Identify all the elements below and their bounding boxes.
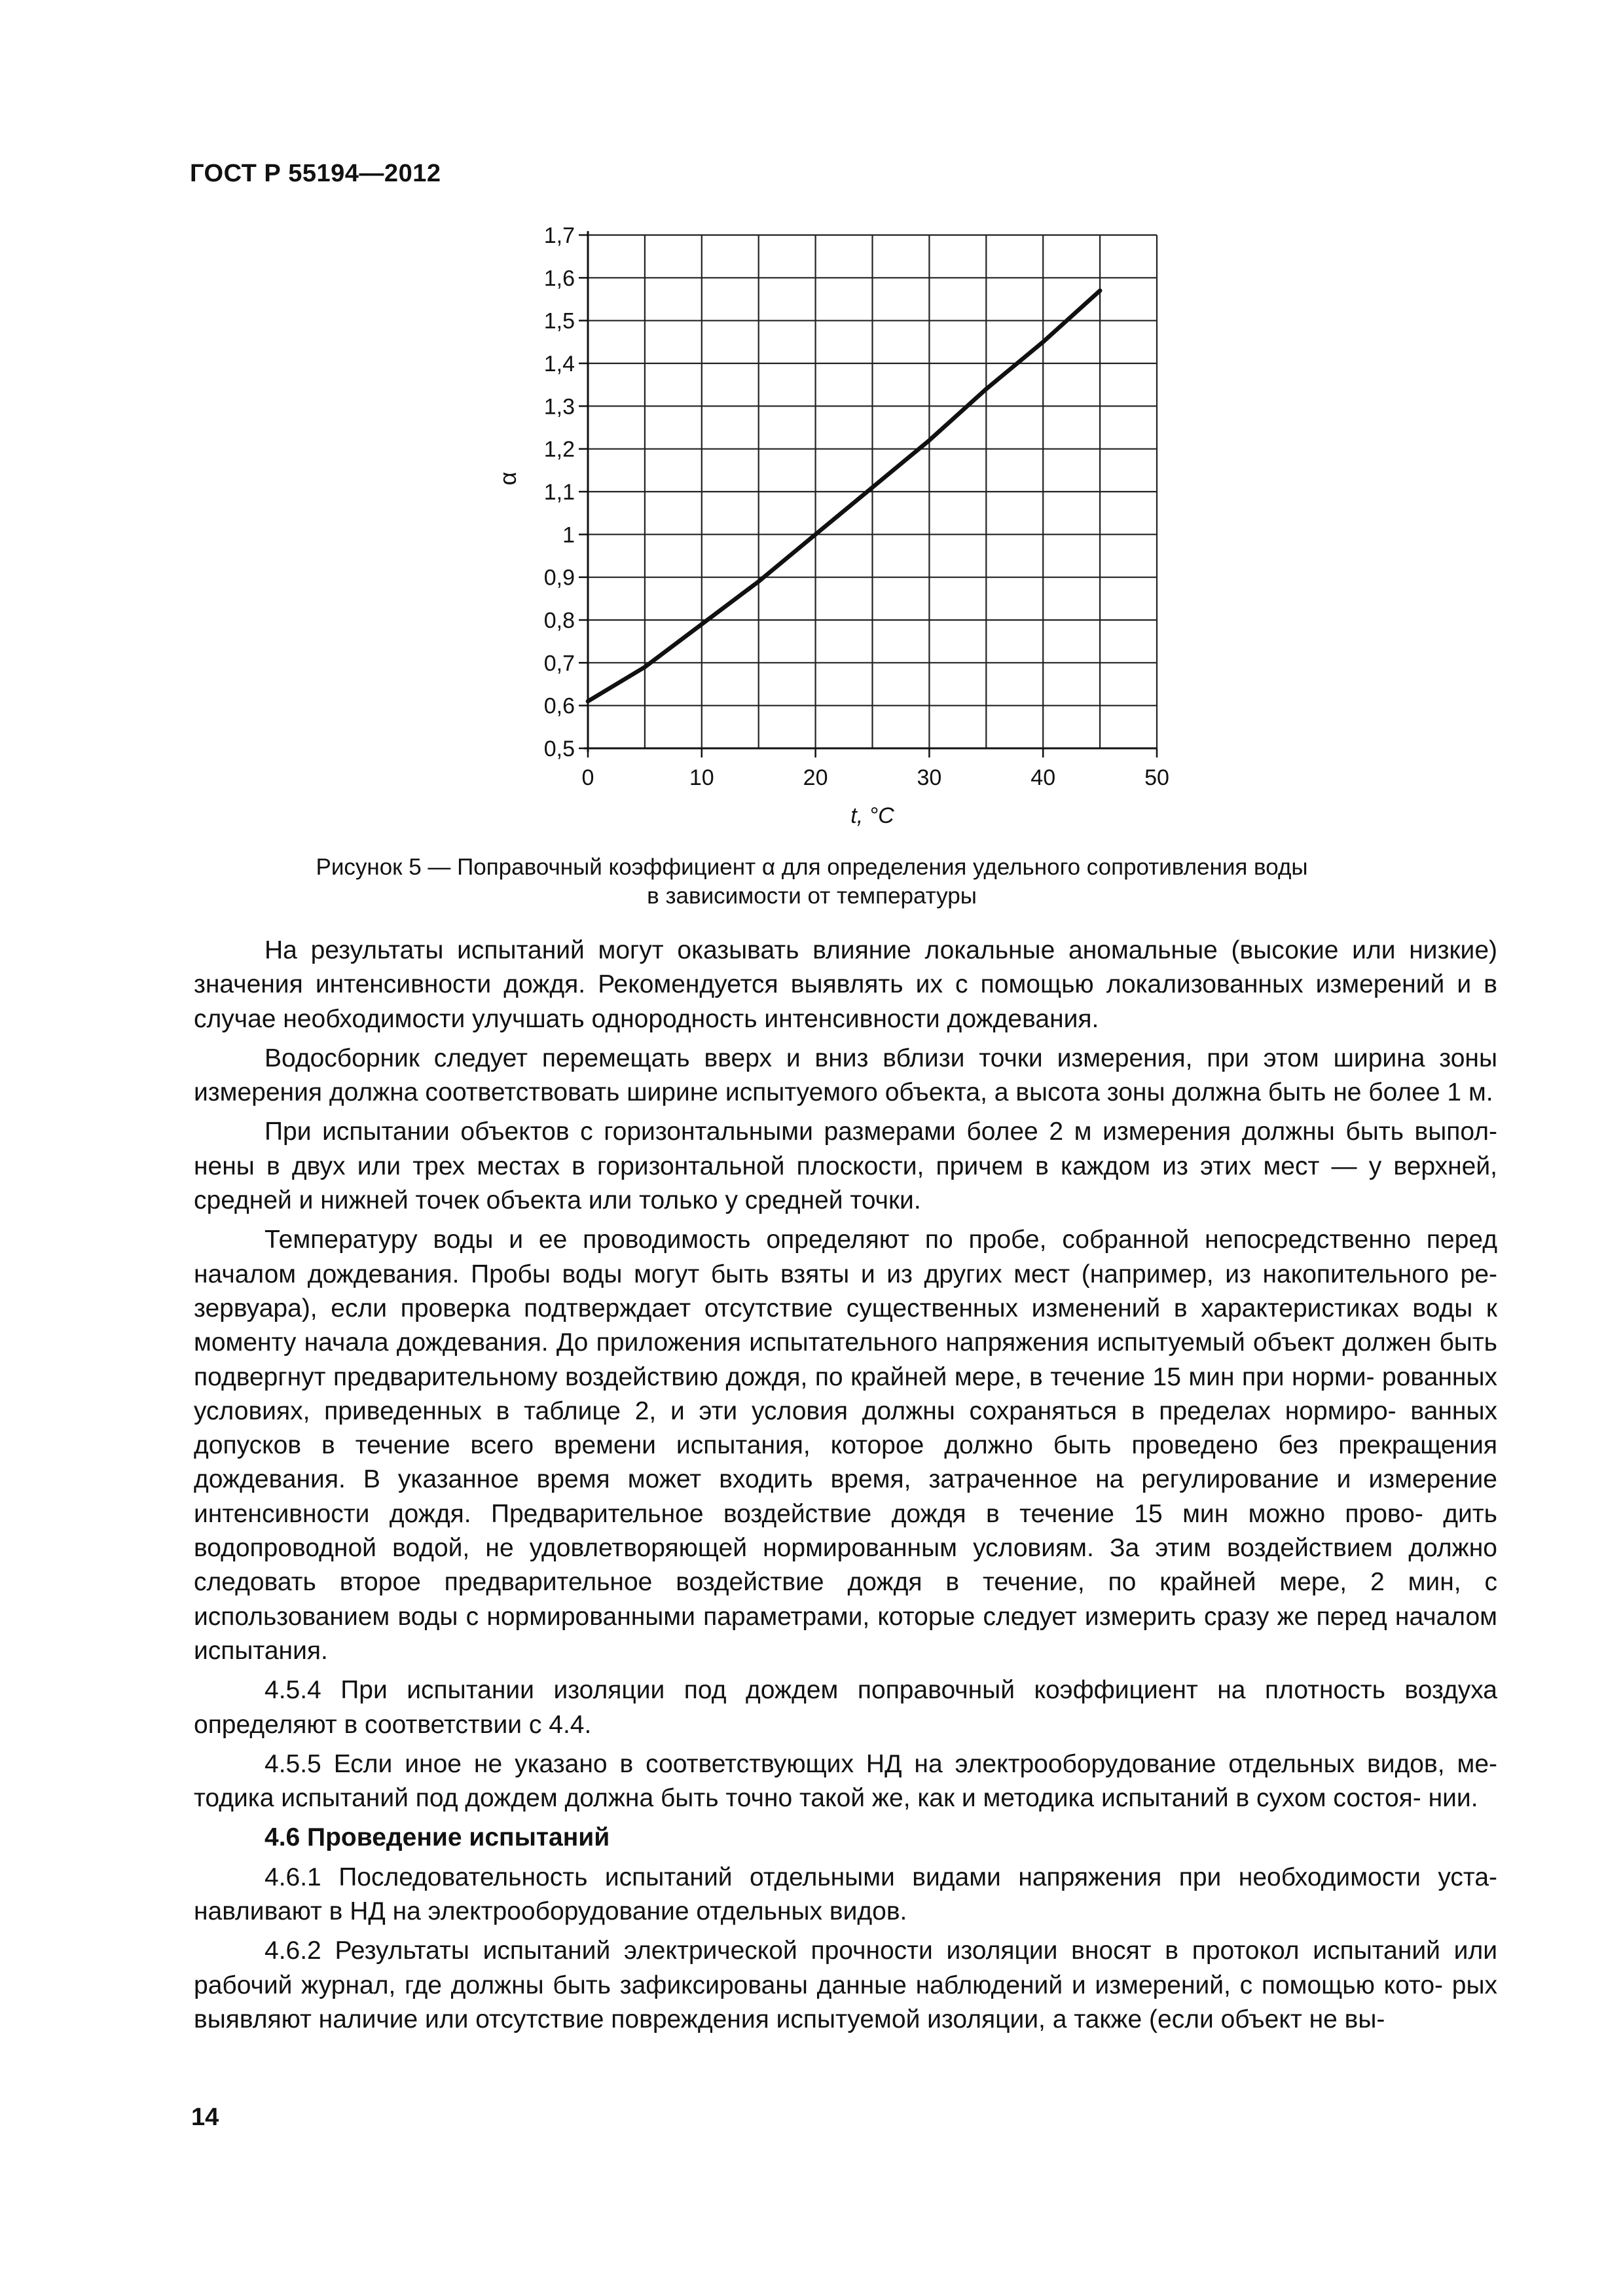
paragraph-line: нии.	[1428, 1784, 1478, 1813]
alpha-curve-point	[984, 387, 988, 391]
alpha-curve-point	[643, 665, 647, 669]
x-tick-label: 20	[803, 765, 828, 790]
y-tick-label: 1,7	[543, 223, 575, 248]
chart-y-axis-label: α	[494, 471, 521, 486]
y-tick-label: 0,5	[543, 737, 575, 761]
chart-x-axis-label: t, °C	[850, 803, 894, 828]
alpha-curve-point	[813, 532, 817, 536]
paragraph-line: рованных условиях, приведенных в таблице 2, и эти условия должны сохраняться в пределах нормиро-	[194, 1362, 1497, 1425]
paragraph-line: 4.6.1 Последовательность испытаний отдельными видами напряжения при необходимости уста-	[264, 1863, 1497, 1891]
paragraph-line: должно следовать второе предварительное воздействие дождя в течение, по крайней мере, 2 мин, с	[194, 1534, 1497, 1597]
x-tick-label: 40	[1030, 765, 1056, 790]
x-tick-label: 10	[689, 765, 714, 790]
y-tick-label: 0,6	[543, 693, 575, 719]
chart-series	[586, 289, 1103, 704]
paragraph-line: 4.6.2 Результаты испытаний электрической прочности изоляции вносят в протокол испытаний или	[264, 1937, 1497, 1965]
paragraph-line: рабочий журнал, где должны быть зафиксированы данные наблюдений и измерений, с помощью кото-	[194, 1971, 1444, 1999]
alpha-curve-point	[1098, 289, 1102, 293]
alpha-curve-point	[757, 579, 761, 583]
paragraph-line: 1 м.	[1447, 1078, 1493, 1107]
paragraph-line: 4.6 Проведение испытаний	[264, 1823, 610, 1852]
alpha-vs-temperature-chart	[0, 0, 1623, 851]
x-tick-label: 0	[581, 765, 594, 790]
page-number: 14	[191, 2104, 219, 2131]
paragraph-line: тодика испытаний под дождем должна быть точно такой же, как и методика испытаний в сухом состоя-	[194, 1784, 1421, 1813]
body-paragraph	[194, 1861, 1497, 1929]
y-tick-label: 0,8	[543, 608, 575, 633]
paragraph-line: использованием воды с нормированными параметрами, которые следует измерить сразу же перед	[194, 1602, 1387, 1631]
paragraph-line: началом дождевания. Пробы воды могут быть взяты и из других мест (например, из накопительного ре-	[194, 1260, 1497, 1288]
paragraph-line: ванных допусков в течение всего времени испытания, которое должно быть проведено без	[194, 1396, 1497, 1460]
body-paragraph	[194, 1934, 1497, 2037]
paragraph-line: быть подвергнут предварительному воздействию дождя, по крайней мере, в течение 15 мин при норми-	[194, 1328, 1497, 1391]
alpha-curve-point	[927, 438, 931, 442]
document-code-header: ГОСТ Р 55194—2012	[190, 160, 441, 187]
paragraph-line: случае необходимости улучшать однородность интенсивности дождевания.	[194, 1004, 1099, 1033]
alpha-curve-line	[588, 291, 1100, 701]
figure-caption	[196, 853, 1427, 911]
figure-caption-line-1: Рисунок 5 — Поправочный коэффициент α для определения удельного сопротивления воды	[316, 854, 1308, 880]
figure-caption-line-2: в зависимости от температуры	[647, 883, 977, 909]
y-tick-label: 0,7	[543, 651, 575, 676]
y-tick-label: 1,2	[543, 437, 575, 462]
paragraph-line: дить водопроводной водой, не удовлетворяющей нормированным условиям. За этим воздействием	[194, 1499, 1497, 1563]
paragraph-line: 4.5.4 При испытании изоляции под дождем поправочный коэффициент на плотность воздуха	[264, 1676, 1497, 1705]
chart-axes	[579, 231, 1157, 757]
body-paragraph	[194, 934, 1497, 1036]
paragraph-line: Водосборник следует перемещать вверх и вниз вблизи точки измерения, при этом ширина зоны	[264, 1044, 1497, 1072]
paragraph-line: нены в двух или трех местах в горизонтальной плоскости, причем в каждом из этих мест — у верхней,	[194, 1152, 1497, 1180]
paragraph-line: навливают в НД на электрооборудование отдельных видов.	[194, 1897, 907, 1926]
x-tick-label: 30	[917, 765, 942, 790]
y-tick-label: 1,5	[543, 308, 575, 334]
body-paragraph	[194, 1115, 1497, 1218]
y-tick-label: 1	[562, 522, 575, 548]
y-tick-label: 1,1	[543, 480, 575, 505]
paragraph-line: средней и нижней точек объекта или только у средней точки.	[194, 1186, 921, 1215]
y-tick-label: 1,6	[543, 266, 575, 291]
alpha-curve-point	[700, 622, 704, 626]
paragraph-line: Температуру воды и ее проводимость определяют по пробе, собранной непосредственно перед	[264, 1226, 1497, 1254]
y-tick-label: 0,9	[543, 565, 575, 591]
paragraph-line: определяют в соответствии с 4.4.	[194, 1710, 592, 1739]
document-body	[194, 934, 1497, 2042]
paragraph-line: зервуара), если проверка подтверждает отсутствие существенных изменений в характеристиках воды к	[194, 1294, 1497, 1322]
paragraph-line: значения интенсивности дождя. Рекомендуется выявлять их с помощью локализованных измерений и в	[194, 970, 1497, 999]
body-paragraph	[194, 1223, 1497, 1668]
y-tick-label: 1,4	[543, 352, 575, 376]
paragraph-line: моменту начала дождевания. До приложения испытательного напряжения испытуемый объект должен	[194, 1328, 1432, 1357]
alpha-curve-point	[870, 485, 874, 489]
body-paragraph	[194, 1673, 1497, 1742]
paragraph-line: При испытании объектов с горизонтальными размерами более 2 м измерения должны быть выпол-	[264, 1118, 1497, 1146]
paragraph-line: На результаты испытаний могут оказывать влияние локальные аномальные (высокие или низкие)	[264, 936, 1497, 964]
alpha-curve-point	[586, 699, 590, 703]
paragraph-line: 4.5.5 Если иное не указано в соответствующих НД на электрооборудование отдельных видов, ме-	[264, 1749, 1497, 1778]
paragraph-line: измерение интенсивности дождя. Предварительное воздействие дождя в течение 15 мин можно прово-	[194, 1465, 1497, 1528]
body-paragraph	[194, 1747, 1497, 1816]
paragraph-line: началом испытания.	[194, 1602, 1497, 1665]
paragraph-line: прекращения дождевания. В указанное время может входить время, затраченное на регулирование и	[194, 1431, 1497, 1494]
alpha-curve-point	[1041, 340, 1045, 344]
paragraph-line: рых выявляют наличие или отсутствие повреждения испытуемой изоляции, а также (если объект не вы-	[194, 1971, 1497, 2033]
paragraph-line: измерения должна соответствовать ширине испытуемого объекта, а высота зоны должна быть не более	[194, 1078, 1440, 1107]
x-tick-label: 50	[1144, 765, 1169, 790]
body-paragraph	[194, 1042, 1497, 1110]
section-heading	[194, 1821, 1497, 1855]
y-tick-label: 1,3	[543, 394, 575, 420]
chart-grid	[588, 235, 1157, 748]
